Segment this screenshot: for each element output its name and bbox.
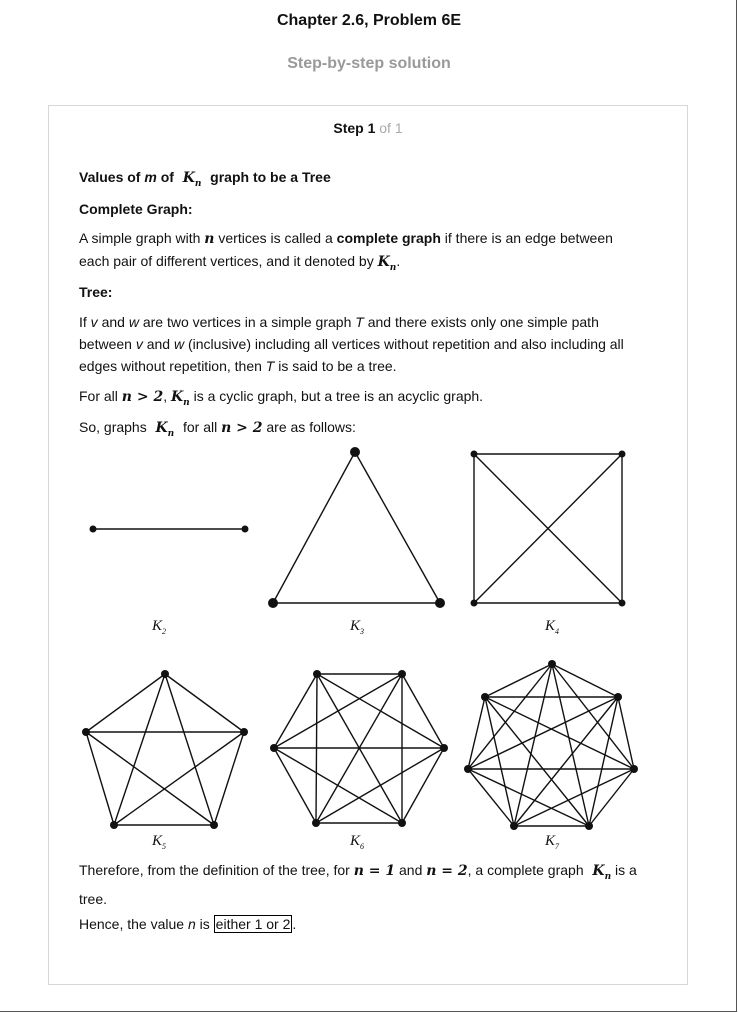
graph-edge xyxy=(86,732,114,825)
graph-vertex xyxy=(630,765,638,773)
answer-box: either 1 or 2 xyxy=(215,916,291,932)
step-number: Step 1 xyxy=(333,120,376,136)
math-Kn: $K_n$ xyxy=(182,170,202,189)
graph-edge xyxy=(485,664,552,697)
chapter-title: Chapter 2.6, Problem 6E xyxy=(276,12,462,29)
math-n-eq-1: n = 1 xyxy=(353,863,396,879)
graph-vertex xyxy=(210,821,218,829)
heading-var-m: m xyxy=(144,169,157,185)
therefore-statement: Therefore, from the definition of the tree, for n = 1 and n = 2, a complete graph $K_n$ is a tree. xyxy=(79,862,637,907)
graph-edge xyxy=(165,674,214,825)
graph-vertex xyxy=(614,693,622,701)
graph-edge xyxy=(316,748,444,823)
graph-edge xyxy=(86,732,214,825)
graph-edge xyxy=(485,697,634,769)
graph-edge xyxy=(552,664,618,697)
graph-edge xyxy=(514,769,634,826)
graph-vertex xyxy=(440,744,448,752)
graph-edge xyxy=(468,697,618,769)
graph-edge xyxy=(274,674,317,748)
graph-edge xyxy=(274,748,316,823)
graph-k3 xyxy=(260,440,460,615)
graph-edge xyxy=(274,674,402,748)
caption-k3: $K_3$ xyxy=(350,618,365,636)
section-heading xyxy=(79,166,639,195)
graph-vertex xyxy=(312,819,320,827)
graph-edge xyxy=(114,674,165,825)
math-Kn: $K_n$ xyxy=(155,420,175,439)
math-Kn: $K_n$ xyxy=(377,254,397,273)
complete-graph-term: complete graph xyxy=(336,230,441,246)
graph-edge xyxy=(165,674,244,732)
caption-k7: $K_7$ xyxy=(545,833,560,851)
heading-text-3: graph to be a Tree xyxy=(210,169,331,185)
caption-k6: $K_6$ xyxy=(350,833,365,851)
graphs-intro: So, graphs $K_n$ for all n > 2 are as follows: xyxy=(79,419,356,439)
complete-graph-heading: Complete Graph: xyxy=(79,201,193,217)
graph-k7 xyxy=(456,652,646,836)
graph-vertex xyxy=(110,821,118,829)
math-Kn: $K_n$ xyxy=(592,863,612,882)
math-n-eq-2: n = 2 xyxy=(426,863,468,879)
graph-vertex xyxy=(398,670,406,678)
graph-vertex xyxy=(481,693,489,701)
graph-vertex xyxy=(161,670,169,678)
math-n-gt-2: n > 2 xyxy=(221,420,263,436)
graph-edge xyxy=(86,674,165,732)
graph-edge xyxy=(114,732,244,825)
step-total: of 1 xyxy=(379,120,403,136)
graph-k2 xyxy=(80,510,260,550)
graph-vertex xyxy=(464,765,472,773)
conclusion: Hence, the value n is either 1 or 2 . xyxy=(79,916,297,932)
graph-edge xyxy=(468,769,589,826)
graph-vertex xyxy=(240,728,248,736)
tree-definition: If v and w are two vertices in a simple graph T and there exists only one simple path between v and w (inclusive) including all vertices without repetition and also including all edges without repetition, then T is said to be a tree. xyxy=(79,314,624,374)
caption-k4: $K_4$ xyxy=(545,618,560,636)
caption-k2: $K_2$ xyxy=(152,618,167,636)
graph-k4 xyxy=(462,444,632,614)
tree-heading: Tree: xyxy=(79,284,113,300)
graph-edge xyxy=(214,732,244,825)
graph-edge xyxy=(274,748,402,823)
complete-graph-definition: A simple graph with n vertices is called a complete graph if there is an edge between each pair of different vertices, and it denoted by $K_n$. xyxy=(79,230,613,273)
math-n: n xyxy=(204,231,215,247)
math-Kn: $K_n$ xyxy=(170,389,190,408)
graph-vertex xyxy=(270,744,278,752)
graph-vertex xyxy=(313,670,321,678)
graph-edge xyxy=(402,748,444,823)
math-n-gt-2: n > 2 xyxy=(121,389,164,405)
caption-k5: $K_5$ xyxy=(152,833,167,851)
graph-k5 xyxy=(76,664,256,834)
graph-vertex xyxy=(398,819,406,827)
graph-vertex xyxy=(585,822,593,830)
graph-k6 xyxy=(266,664,452,834)
graph-vertex xyxy=(548,660,556,668)
graph-edge xyxy=(402,674,444,748)
heading-text-2: of xyxy=(160,169,174,185)
step-indicator xyxy=(49,120,687,136)
graph-vertex xyxy=(510,822,518,830)
cyclic-statement: For all n > 2, $K_n$ is a cyclic graph, but a tree is an acyclic graph. xyxy=(79,388,484,408)
solution-subtitle: Step-by-step solution xyxy=(287,55,451,72)
heading-text-1: Values of xyxy=(79,169,141,185)
graph-vertex xyxy=(82,728,90,736)
graph-edge xyxy=(485,697,589,826)
